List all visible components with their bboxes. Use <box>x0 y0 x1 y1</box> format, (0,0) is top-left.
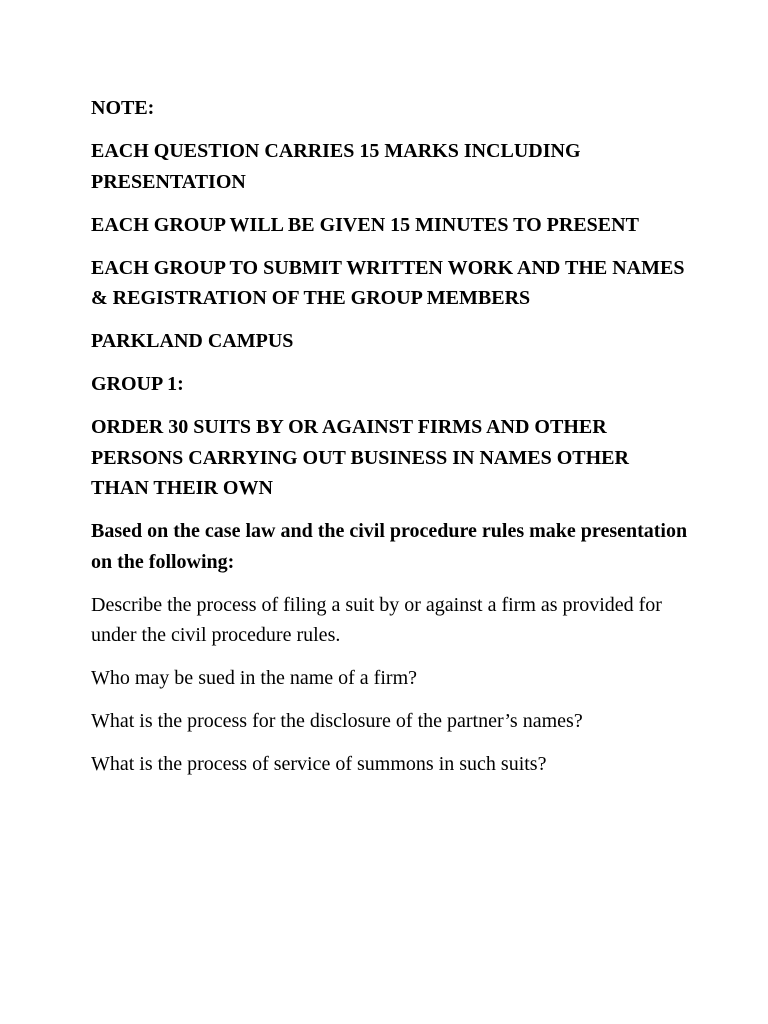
instruction-text: Based on the case law and the civil procedure rules make presentation on the following: <box>91 520 688 573</box>
order-title: ORDER 30 SUITS BY OR AGAINST FIRMS AND OTHER PERSONS CARRYING OUT BUSINESS IN NAMES OTHER THAN THEIR OWN <box>91 416 629 499</box>
question-item: Describe the process of filing a suit by or against a firm as provided for under the civil procedure rules. <box>91 593 662 646</box>
time-note: EACH GROUP WILL BE GIVEN 15 MINUTES TO PRESENT <box>91 213 639 236</box>
question-item: What is the process of service of summons in such suits? <box>91 753 547 775</box>
marks-note: EACH QUESTION CARRIES 15 MARKS INCLUDING PRESENTATION <box>91 140 581 193</box>
submission-note: EACH GROUP TO SUBMIT WRITTEN WORK AND THE NAMES & REGISTRATION OF THE GROUP MEMBERS <box>91 256 685 309</box>
group-heading: GROUP 1: <box>91 373 184 395</box>
question-item: Who may be sued in the name of a firm? <box>91 667 417 689</box>
campus-heading: PARKLAND CAMPUS <box>91 330 294 352</box>
question-item: What is the process for the disclosure of the partner’s names? <box>91 710 583 732</box>
note-heading: NOTE: <box>91 97 155 119</box>
document-page <box>91 93 691 792</box>
